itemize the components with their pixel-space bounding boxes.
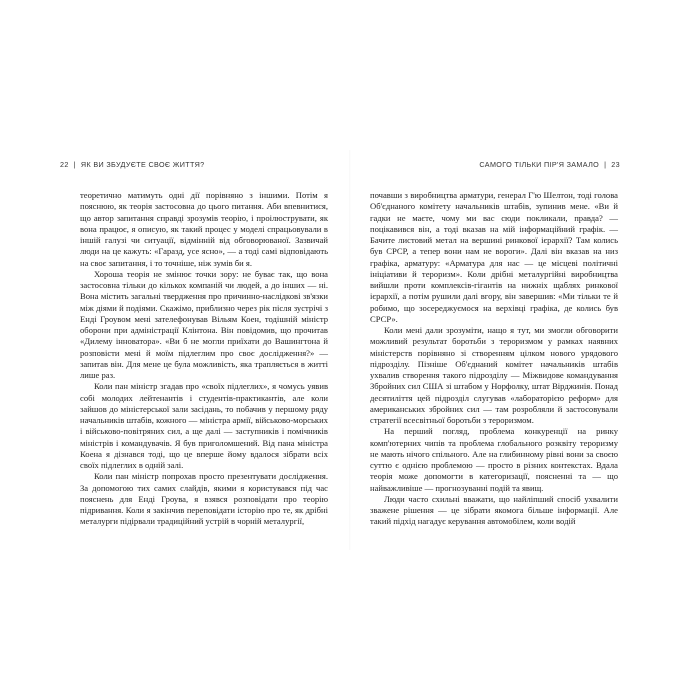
paragraph: почавши з виробництва арматури, генерал Г'ю Шелтон, тоді голова Об'єднаного комітету начальників штабів, зупинив мене. «Ви й гадки не маєте, чому ми вас сюди покликали, правда? — поцікавився він, а тоді вказав на мій інформаційний графік. — Бачите листовий метал на вершині ринкової ієрархії? Там колись був СРСР, а тепер вони нам не вороги». Далі він вказав на низ графіка, арматуру: «Арматура для нас — це місцеві політичні ініціативи й тероризм». Коли дрібні металургійні виробництва вийшли проти комплексів-гігантів на нижніх щаблях ринкової ієрархії, а потім рушили далі вгору, він завершив: «Ми тільки те й робимо, що зосереджуємося на верхівці графіка, де колись був СРСР». <box>370 190 618 324</box>
paragraph: Коли пан міністр згадав про «своїх підлеглих», я чомусь уявив собі молодих лейтенантів і студентів-практикантів, але коли зайшов до міністерської зали засідань, то побачив у першому ряду начальників штабів, кожного — міністра армії, військово-морських і військово-повітряних сил, а ще далі — заступників і помічників міністрів і командувачів. Я був приголомшений. Від пана міністра Коена я дізнався тоді, що це вперше йому вдалося зібрати всіх своїх підлеглих в одній залі. <box>80 381 328 470</box>
paragraph: Коли пан міністр попрохав просто презентувати дослідження. За допомогою тих самих слайдів, якими я користувався під час пояснень для Енді Гроува, я взявся розповідати про теорію підривання. Коли я закінчив переповідати історію про те, як дрібні металурги підірвали традиційний устрій в чорній металургії, <box>80 471 328 527</box>
left-page-number: 22 <box>60 160 69 169</box>
right-page-body <box>370 190 618 528</box>
page-gutter <box>349 150 351 550</box>
paragraph: На перший погляд, проблема конкуренції на ринку комп'ютерних чипів та проблема глобального розквіту тероризму не мають нічого спільного. Але на глибинному рівні вони за своєю суттю є однією проблемою — просто в різних контекстах. Вдала теорія може допомогти в категоризації, поясненні та — що найважливіше — прогнозуванні подій та явищ. <box>370 426 618 493</box>
paragraph: Коли мені дали зрозуміти, нащо я тут, ми змогли обговорити можливий результат боротьби з тероризмом у рамках наявних міністерств порівняно зі створенням цілком нового урядового підрозділу. Пізніше Об'єднаний комітет начальників штабів ухвалив створення такого підрозділу — Міжвидове командування Збройних сил США зі штабом у Норфолку, штат Вірджинія. Понад десятиліття цей підрозділ слугував «лабораторією реформ» для американських збройних сил — там розробляли й застосовували стратегії всесвітньої боротьби з тероризмом. <box>370 325 618 425</box>
right-page-number: 23 <box>611 160 620 169</box>
left-head-separator: | <box>73 160 76 169</box>
paragraph: теоретично матимуть одні дії порівняно з іншими. Потім я пояснюю, як теорія застосовна до цього питання. Аби впевнитися, що автор запитання справді зрозумів теорію, і проілюструвати, як вона працює, я описую, як такий процес у моделі спрацьовували в іншій галузі чи ситуації, відмінній від обговорюваної. Зазвичай люди на це кажуть: «Гаразд, усе ясно», — а тоді самі відповідають на своє запитання, і то точніше, ніж зумів би я. <box>80 190 328 268</box>
right-running-head <box>479 160 620 169</box>
right-head-separator: | <box>604 160 607 169</box>
right-head-title: САМОГО ТІЛЬКИ ПІР'Я ЗАМАЛО <box>479 160 600 169</box>
left-page-body <box>80 190 328 528</box>
paragraph: Хороша теорія не змінює точки зору: не буває так, що вона застосовна тільки до кількох компаній чи людей, а до інших — ні. Вона містить загальні твердження про причинно-наслідкові зв'язки між діями й подіями. Скажімо, приблизно через рік після зустрічі з Енді Гроувом мені зателефонував Вільям Коен, тодішній міністр оборони при адміністрації Клінтона. Він повідомив, що прочитав «Дилему інноватора». «Ви б не могли приїхати до Вашингтона й розповісти мені й моїм підлеглим про своє дослідження?» — запитав він. Для мене це була можливість, яка трапляється в житті лише раз. <box>80 268 328 380</box>
left-running-head <box>60 160 204 169</box>
left-head-title: ЯК ВИ ЗБУДУЄТЕ СВОЄ ЖИТТЯ? <box>80 160 205 169</box>
paragraph: Люди часто схильні вважати, що найліпший спосіб ухвалити зважене рішення — це зібрати якомога більше інформації. Але такий підхід нагадує керування автомобілем, коли водій <box>370 493 618 527</box>
